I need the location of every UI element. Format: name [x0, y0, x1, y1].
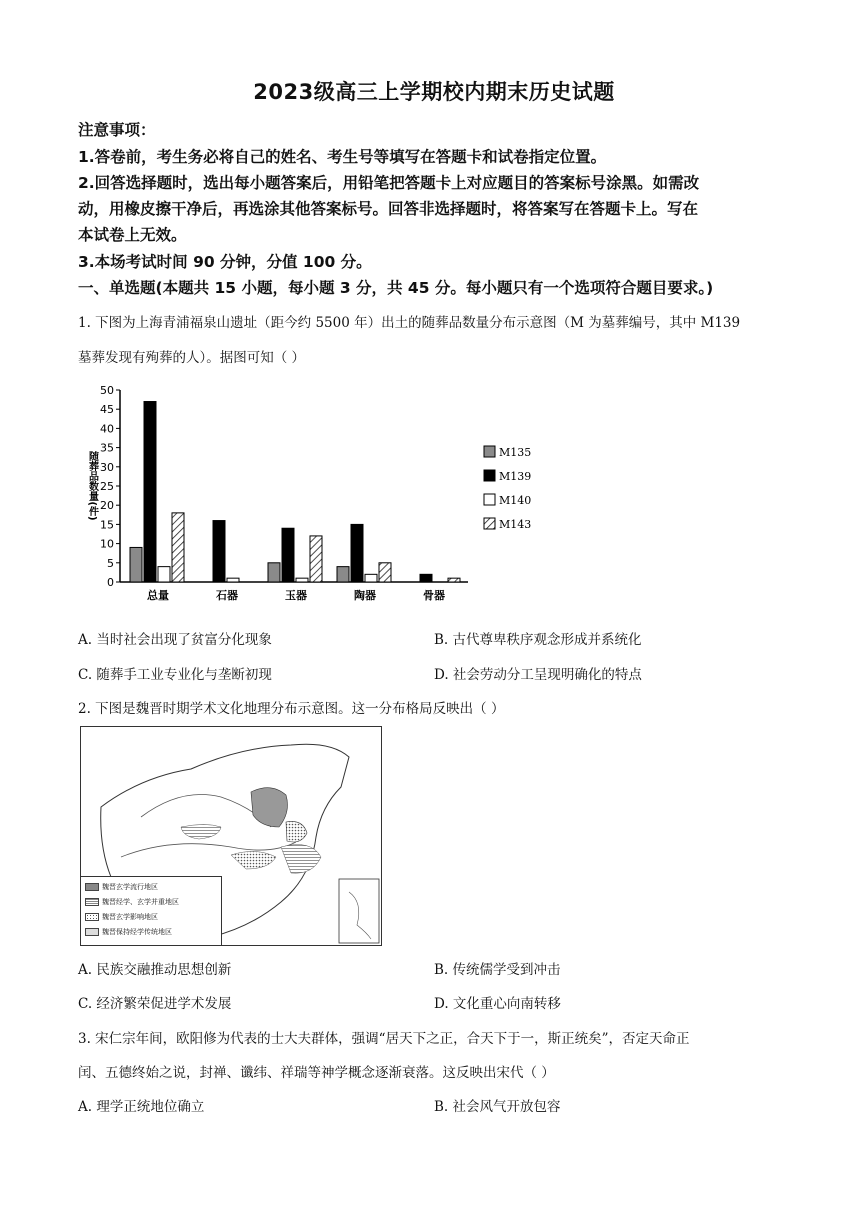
legend-label-M140: M140: [499, 494, 532, 507]
bar-M135-0: [130, 547, 142, 582]
q1-option-b[interactable]: B. 古代尊卑秩序观念形成并系统化: [434, 632, 642, 648]
q1-stem-line-2: 墓葬发现有殉葬的人）。据图可知（ ）: [78, 350, 306, 366]
q1-option-c[interactable]: C. 随葬手工业专业化与垄断初现: [78, 667, 272, 683]
notice-heading: 注意事项：: [78, 121, 156, 139]
page-title: 2023级高三上学期校内期末历史试题: [253, 80, 615, 104]
y-tick-label: 0: [107, 576, 114, 589]
x-tick-label: 骨器: [423, 589, 445, 602]
map-legend-item-4: 魏晋保持经学传统地区: [85, 927, 172, 937]
y-tick-label: 50: [100, 384, 114, 397]
x-tick-label: 总量: [147, 589, 169, 602]
legend-swatch-M143: [484, 518, 495, 529]
map-legend-item-1: 魏晋玄学流行地区: [85, 882, 158, 892]
q2-stem: 2. 下图是魏晋时期学术文化地理分布示意图。这一分布格局反映出（ ）: [78, 701, 505, 717]
bar-M139-1: [213, 521, 225, 582]
y-axis-label: 随葬品数量(件): [86, 451, 98, 521]
y-tick-label: 30: [100, 460, 114, 474]
map-legend: [81, 876, 222, 945]
bar-M140-2: [296, 578, 308, 582]
y-tick-label: 10: [100, 537, 114, 551]
q3-stem-line-2: 闰、五德终始之说，封禅、谶纬、祥瑞等神学概念逐渐衰落。这反映出宋代（ ）: [78, 1065, 555, 1081]
x-tick-label: 石器: [216, 589, 238, 602]
legend-swatch-M135: [484, 446, 495, 457]
y-tick-label: 5: [107, 556, 114, 570]
notice-line-5: 3.本场考试时间 90 分钟，分值 100 分。: [78, 253, 372, 271]
section-heading: 一、单选题(本题共 15 小题，每小题 3 分，共 45 分。每小题只有一个选项符合题目要求。): [78, 279, 714, 297]
y-tick-label: 25: [100, 480, 114, 493]
bar-M135-3: [337, 567, 349, 582]
legend-swatch-M139: [484, 470, 495, 481]
q2-option-a[interactable]: A. 民族交融推动思想创新: [78, 962, 232, 978]
notice-line-3: 动，用橡皮擦干净后，再选涂其他答案标号。回答非选择题时，将答案写在答题卡上。写在: [78, 200, 699, 218]
q3-stem-line-1: 3. 宋仁宗年间，欧阳修为代表的士大夫群体，强调“居天下之正，合天下于一，斯正统矣”，否定天命正: [78, 1031, 690, 1047]
y-tick-label: 35: [100, 441, 114, 455]
q3-option-a[interactable]: A. 理学正统地位确立: [78, 1099, 205, 1115]
y-tick-label: 40: [100, 422, 114, 436]
q1-stem-line-1: 1. 下图为上海青浦福泉山遗址（距今约 5500 年）出土的随葬品数量分布示意图（M 为墓葬编号，其中 M139: [78, 315, 741, 331]
y-tick-label: 15: [100, 518, 114, 532]
y-tick-label: 20: [100, 499, 114, 513]
x-tick-label: 陶器: [354, 589, 376, 602]
x-tick-label: 玉器: [285, 589, 307, 602]
wei-jin-academic-map: [80, 726, 382, 946]
bar-M139-4: [420, 574, 432, 582]
bar-M140-1: [227, 578, 239, 582]
bar-M139-3: [351, 524, 363, 582]
q2-option-c[interactable]: C. 经济繁荣促进学术发展: [78, 996, 232, 1012]
q1-option-a[interactable]: A. 当时社会出现了贫富分化现象: [78, 632, 272, 648]
bar-M140-0: [158, 567, 170, 582]
burial-goods-bar-chart: [78, 378, 558, 608]
legend-swatch-M140: [484, 494, 495, 505]
bar-M140-3: [365, 574, 377, 582]
bar-M139-2: [282, 528, 294, 582]
legend-label-M139: M139: [499, 470, 532, 483]
notice-line-4: 本试卷上无效。: [78, 226, 187, 244]
q3-option-b[interactable]: B. 社会风气开放包容: [434, 1099, 561, 1115]
legend-label-M135: M135: [499, 446, 532, 459]
bar-M143-3: [379, 563, 391, 582]
map-legend-item-3: 魏晋玄学影响地区: [85, 912, 158, 922]
q2-option-d[interactable]: D. 文化重心向南转移: [434, 996, 561, 1012]
y-tick-label: 45: [100, 403, 114, 417]
bar-M139-0: [144, 402, 156, 582]
notice-line-1: 1.答卷前，考生务必将自己的姓名、考生号等填写在答题卡和试卷指定位置。: [78, 148, 607, 166]
bar-M143-4: [448, 578, 460, 582]
bar-M143-0: [172, 513, 184, 582]
notice-line-2: 2.回答选择题时，选出每小题答案后，用铅笔把答题卡上对应题目的答案标号涂黑。如需改: [78, 174, 700, 192]
q1-option-d[interactable]: D. 社会劳动分工呈现明确化的特点: [434, 667, 642, 683]
legend-label-M143: M143: [499, 518, 532, 531]
q2-option-b[interactable]: B. 传统儒学受到冲击: [434, 962, 561, 978]
map-legend-item-2: 魏晋经学、玄学并重地区: [85, 897, 179, 907]
bar-M135-2: [268, 563, 280, 582]
bar-M143-2: [310, 536, 322, 582]
